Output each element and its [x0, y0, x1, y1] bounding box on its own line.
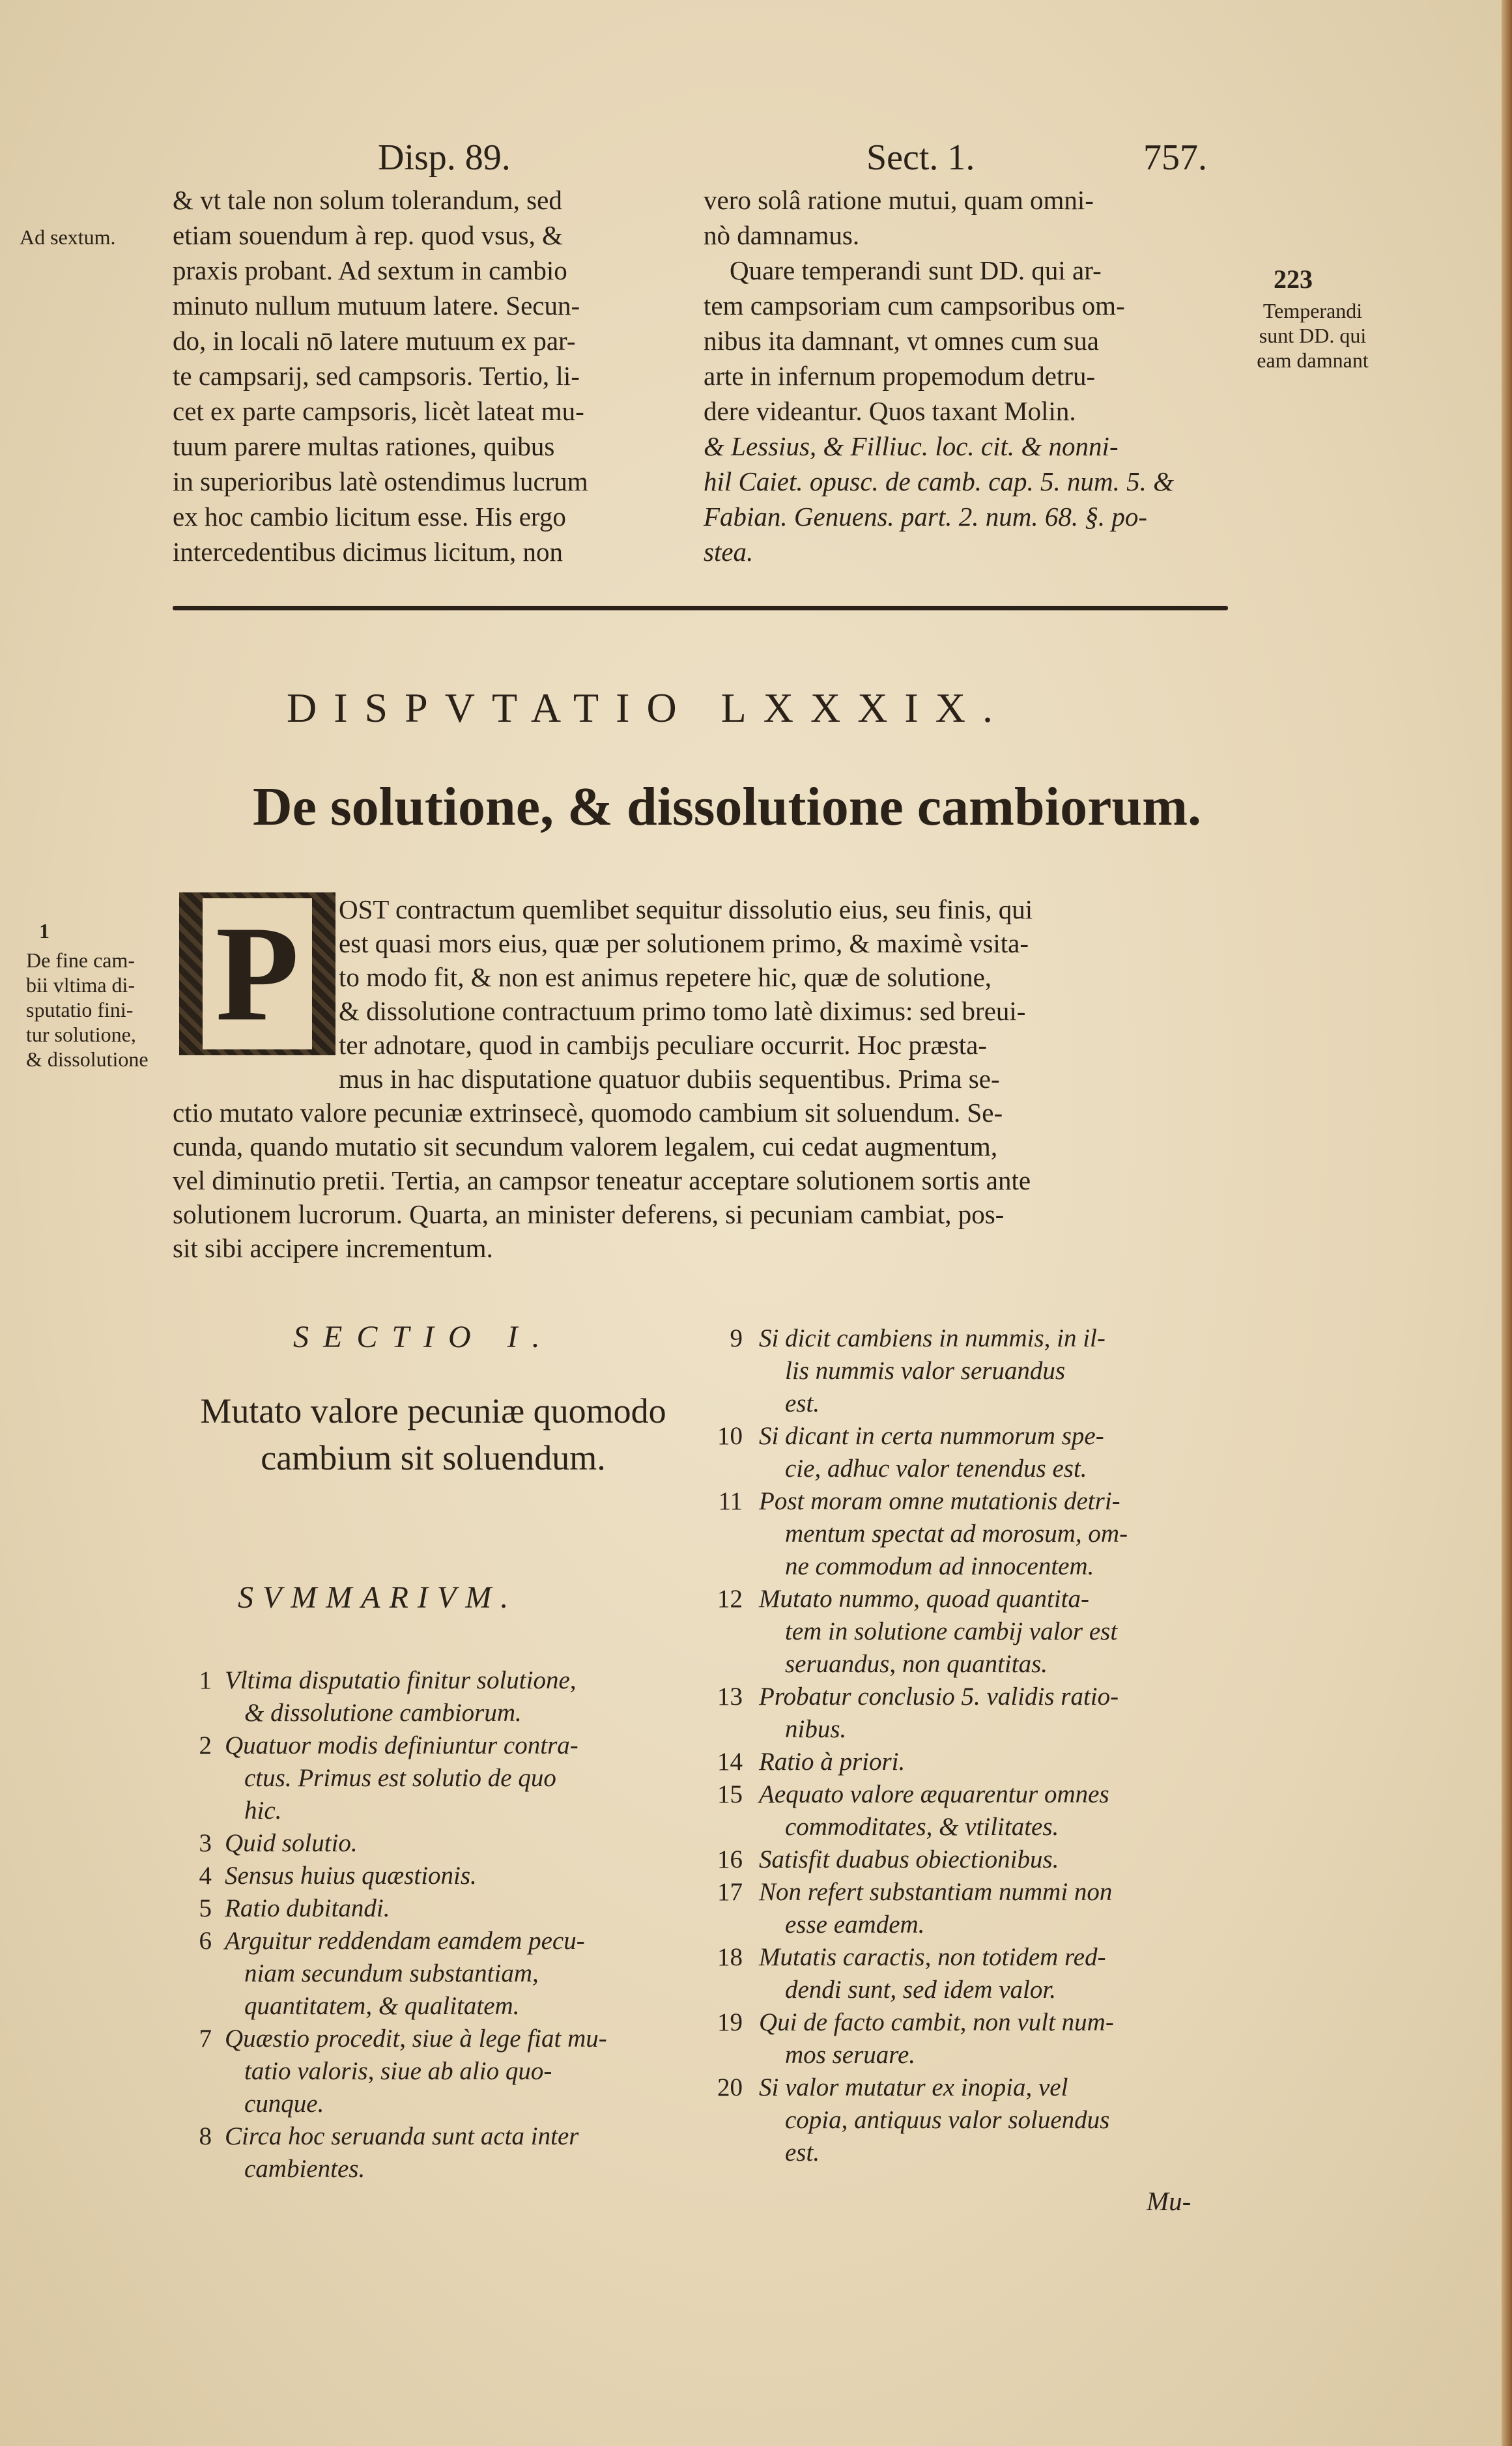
text-line: minuto nullum mutuum latere. Secun-: [173, 291, 580, 320]
text-line: & dissolutione contractuum primo tomo latè diximus: sed breui-: [339, 996, 1026, 1026]
item-number: 1: [199, 1666, 212, 1694]
item-number: 8: [199, 2122, 212, 2150]
item-line: Circa hoc seruanda sunt acta inter: [225, 2122, 579, 2150]
item-line: Quæstio procedit, siue à lege fiat mu-: [225, 2025, 607, 2053]
text-line: tem campsoriam cum campsoribus om-: [704, 291, 1125, 320]
text-line: Quare temperandi sunt DD. qui ar-: [730, 255, 1102, 285]
text-line: te campsarij, sed campsoris. Tertio, li-: [173, 361, 580, 391]
text-line: & vt tale non solum tolerandum, sed: [173, 185, 562, 215]
item-line: Ratio dubitandi.: [225, 1894, 390, 1922]
text-line: intercedentibus dicimus licitum, non: [173, 537, 563, 567]
item-line: Qui de facto cambit, non vult num-: [759, 2008, 1114, 2036]
item-number: 15: [717, 1780, 743, 1808]
item-line: esse eamdem.: [785, 1911, 925, 1939]
item-line: & dissolutione cambiorum.: [244, 1699, 522, 1727]
text-line: arte in infernum propemodum detru-: [704, 361, 1096, 391]
margin-note-number: 223: [1274, 264, 1313, 294]
item-line: ne commodum ad innocentem.: [785, 1552, 1094, 1580]
text-line: praxis probant. Ad sextum in cambio: [173, 255, 567, 285]
item-number: 10: [717, 1422, 743, 1450]
text-line: nibus ita damnant, vt omnes cum sua: [704, 326, 1099, 356]
item-line: Mutato nummo, quoad quantita-: [759, 1585, 1089, 1613]
item-number: 13: [717, 1683, 743, 1711]
text-line: est quasi mors eius, quæ per solutionem primo, & maximè vsita-: [339, 928, 1029, 958]
section-title: Mutato valore pecuniæ quomodo cambium sit soluendum.: [200, 1391, 666, 1477]
item-number: 19: [717, 2008, 743, 2036]
item-number: 11: [718, 1487, 743, 1515]
item-line: Quatuor modis definiuntur contra-: [225, 1731, 578, 1759]
item-line: mos seruare.: [785, 2041, 916, 2069]
text-line: ex hoc cambio licitum esse. His ergo: [173, 502, 566, 532]
list-item: [704, 2006, 1238, 2071]
top-right-column: [704, 182, 1225, 569]
list-item: [704, 1322, 1238, 1420]
item-line: Si dicant in certa nummorum spe-: [759, 1422, 1104, 1450]
item-line: Quid solutio.: [225, 1829, 358, 1857]
list-item: [173, 1925, 694, 2023]
text-line: do, in locali nō latere mutuum ex par-: [173, 326, 576, 356]
summary-list-right: [704, 1322, 1238, 2169]
text-line: ctio mutato valore pecuniæ extrinsecè, quomodo cambium sit soluendum. Se-: [173, 1098, 1003, 1128]
list-item: [173, 1664, 694, 1729]
text-line: stea.: [704, 537, 754, 567]
item-line: commoditates, & vtilitates.: [785, 1813, 1059, 1841]
list-item: [173, 1827, 694, 1860]
item-line: Vltima disputatio finitur solutione,: [225, 1666, 577, 1694]
list-item: [173, 1729, 694, 1827]
list-item: [704, 2071, 1238, 2169]
intro-paragraph-bottom: [173, 1096, 1031, 1265]
item-number: 7: [199, 2025, 212, 2053]
item-line: Post moram omne mutationis detri-: [759, 1487, 1120, 1515]
item-line: cambientes.: [244, 2155, 365, 2183]
margin-line: sunt DD. qui: [1259, 324, 1367, 347]
item-line: Non refert substantiam nummi non: [759, 1878, 1113, 1906]
text-line: Fabian. Genuens. part. 2. num. 68. §. po-: [704, 502, 1148, 532]
text-line: cet ex parte campsoris, licèt lateat mu-: [173, 396, 584, 426]
text-line: OST contractum quemlibet sequitur dissolutio eius, seu finis, qui: [339, 894, 1033, 924]
text-line: nò damnamus.: [704, 220, 860, 250]
list-item: [704, 1778, 1238, 1843]
list-item: [704, 1843, 1238, 1876]
item-number: 3: [199, 1829, 212, 1857]
text-line: vero solâ ratione mutui, quam omni-: [704, 185, 1094, 215]
catchword: Mu-: [1147, 2186, 1191, 2216]
item-number: 12: [717, 1585, 743, 1613]
running-head-left: Disp. 89.: [378, 137, 511, 178]
list-item: [704, 1420, 1238, 1485]
margin-note-temperandi: [1231, 298, 1394, 373]
item-line: tem in solutione cambij valor est: [785, 1617, 1118, 1645]
text-line: sit sibi accipere incrementum.: [173, 1233, 493, 1263]
list-item: [173, 2023, 694, 2120]
item-number: 17: [717, 1878, 743, 1906]
item-line: Aequato valore æquarentur omnes: [759, 1780, 1109, 1808]
page-number: 757.: [1143, 137, 1207, 178]
list-item: [704, 1941, 1238, 2006]
top-left-column: [173, 182, 694, 569]
margin-line: bii vltima di-: [26, 973, 136, 997]
divider-rule: [173, 606, 1228, 610]
running-head-section: Sect. 1.: [866, 137, 975, 178]
list-item: [704, 1681, 1238, 1746]
item-number: 6: [199, 1927, 212, 1955]
item-line: lis nummis valor seruandus: [785, 1357, 1066, 1385]
margin-line: tur solutione,: [26, 1023, 136, 1046]
item-number: 20: [717, 2073, 743, 2101]
margin-line: sputatio fini-: [26, 998, 134, 1021]
item-number: 16: [717, 1845, 743, 1873]
item-number: 5: [199, 1894, 212, 1922]
list-item: [173, 2120, 694, 2185]
initial-letter: P: [203, 898, 312, 1049]
item-line: nibus.: [785, 1715, 847, 1743]
item-line: est.: [785, 2139, 820, 2167]
item-line: niam secundum substantiam,: [244, 1959, 539, 1987]
item-line: Sensus huius quæstionis.: [225, 1862, 477, 1890]
item-line: seruandus, non quantitas.: [785, 1650, 1048, 1678]
text-line: etiam souendum à rep. quod vsus, &: [173, 220, 563, 250]
text-line: mus in hac disputatione quatuor dubiis sequentibus. Prima se-: [339, 1064, 1000, 1094]
item-line: dendi sunt, sed idem valor.: [785, 1976, 1056, 2004]
item-line: Arguitur reddendam eamdem pecu-: [225, 1927, 585, 1955]
item-line: Si dicit cambiens in nummis, in il-: [759, 1324, 1105, 1352]
list-item: [173, 1892, 694, 1925]
text-line: & Lessius, & Filliuc. loc. cit. & nonni-: [704, 431, 1119, 461]
item-line: ctus. Primus est solutio de quo: [244, 1764, 556, 1792]
item-line: copia, antiquus valor soluendus: [785, 2106, 1110, 2134]
item-line: Mutatis caractis, non totidem red-: [759, 1943, 1106, 1971]
item-line: quantitatem, & qualitatem.: [244, 1992, 520, 2020]
item-number: 2: [199, 1731, 212, 1759]
item-line: Si valor mutatur ex inopia, vel: [759, 2073, 1068, 2101]
margin-line: & dissolutione: [26, 1047, 149, 1071]
summary-list-left: [173, 1664, 694, 2185]
margin-note-de-fine: [26, 948, 149, 1072]
page-title: De solutione, & dissolutione cambiorum.: [253, 776, 1202, 837]
item-number: 9: [730, 1324, 743, 1352]
margin-line: De fine cam-: [26, 948, 136, 972]
list-item: [704, 1876, 1238, 1941]
margin-note-number: 1: [39, 919, 50, 943]
list-item: [173, 1860, 694, 1892]
item-number: 4: [199, 1862, 212, 1890]
margin-note-ad-sextum: Ad sextum.: [20, 225, 116, 249]
list-item: [704, 1485, 1238, 1583]
item-line: Ratio à priori.: [759, 1748, 906, 1776]
text-line: hil Caiet. opusc. de camb. cap. 5. num. 5. &: [704, 466, 1174, 496]
item-line: est.: [785, 1389, 820, 1417]
list-item: [704, 1746, 1238, 1778]
item-line: Probatur conclusio 5. validis ratio-: [759, 1683, 1119, 1711]
item-line: hic.: [244, 1797, 282, 1825]
text-line: cunda, quando mutatio sit secundum valorem legalem, cui cedat augmentum,: [173, 1131, 998, 1161]
margin-line: Temperandi: [1262, 299, 1363, 322]
page-edge: [1502, 0, 1512, 2446]
item-line: cie, adhuc valor tenendus est.: [785, 1455, 1087, 1483]
text-line: tuum parere multas rationes, quibus: [173, 431, 555, 461]
margin-line: eam damnant: [1257, 348, 1369, 372]
item-line: tatio valoris, siue ab alio quo-: [244, 2057, 552, 2085]
ornamental-initial: [179, 892, 335, 1055]
list-item: [704, 1583, 1238, 1681]
text-line: solutionem lucrorum. Quarta, an minister deferens, si pecuniam cambiat, pos-: [173, 1199, 1005, 1229]
item-line: cunque.: [244, 2090, 324, 2118]
text-line: to modo fit, & non est animus repetere hic, quæ de solutione,: [339, 962, 992, 992]
text-line: dere videantur. Quos taxant Molin.: [704, 396, 1076, 426]
disputatio-heading: DISPVTATIO LXXXIX.: [287, 685, 1010, 731]
summarium-heading: SVMMARIVM.: [238, 1580, 518, 1615]
text-line: ter adnotare, quod in cambijs peculiare occurrit. Hoc præsta-: [339, 1030, 988, 1060]
intro-paragraph-top: [339, 892, 1033, 1096]
item-line: Satisfit duabus obiectionibus.: [759, 1845, 1059, 1873]
section-heading: SECTIO I.: [293, 1320, 554, 1354]
item-number: 18: [717, 1943, 743, 1971]
item-number: 14: [717, 1748, 743, 1776]
text-line: vel diminutio pretii. Tertia, an campsor teneatur acceptare solutionem sortis ante: [173, 1165, 1031, 1195]
item-line: mentum spectat ad morosum, om-: [785, 1520, 1128, 1548]
text-line: in superioribus latè ostendimus lucrum: [173, 466, 588, 496]
